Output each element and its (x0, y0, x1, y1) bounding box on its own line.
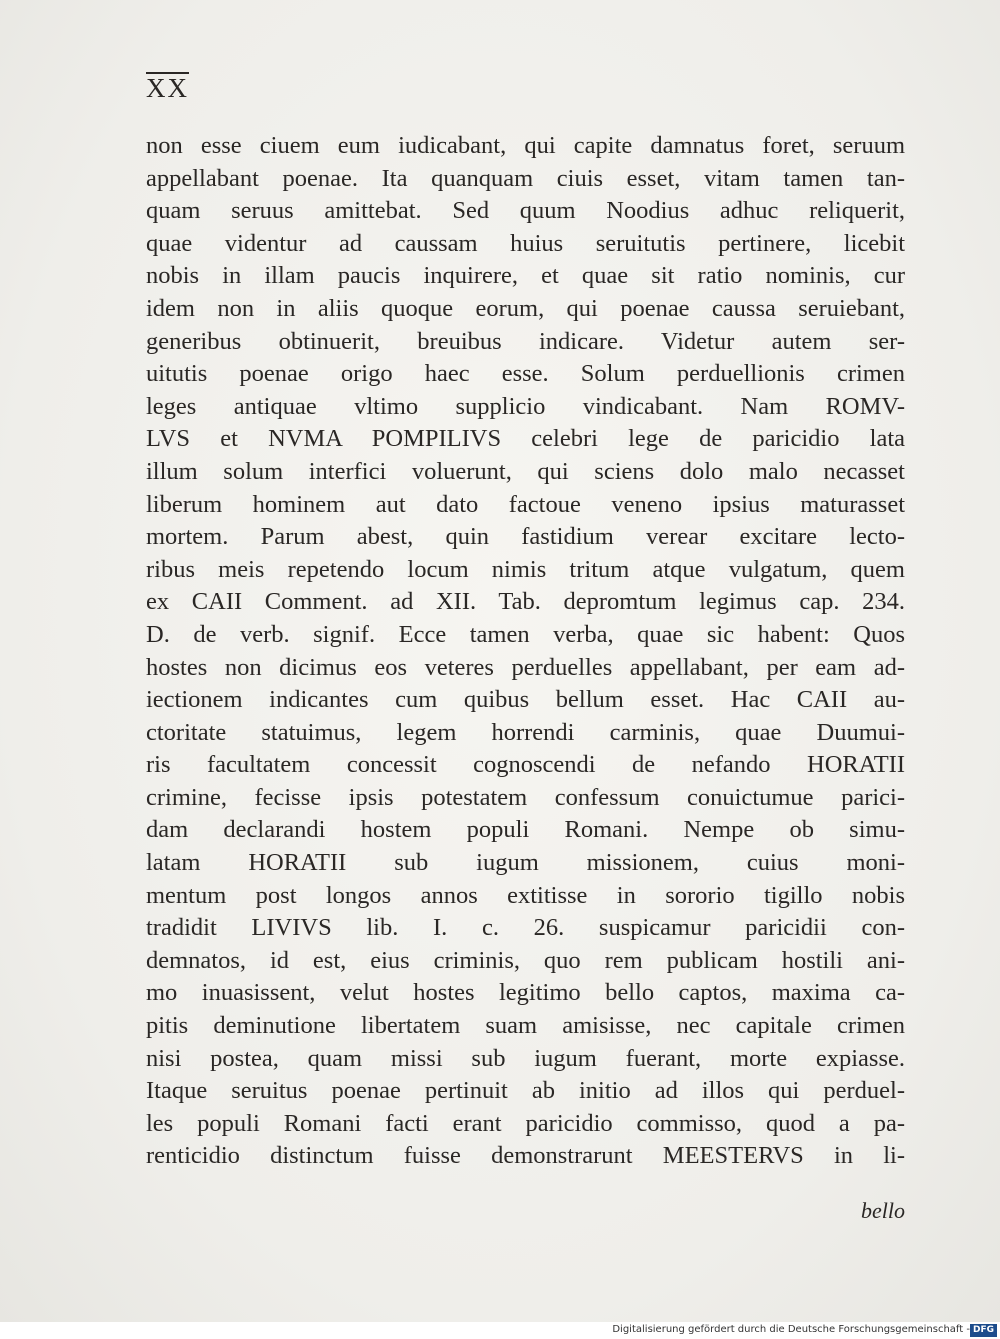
text-line: leges antiquae vltimo supplicio vindicabant. Nam ROMV- (146, 392, 905, 420)
body-text (146, 130, 905, 1173)
text-line: ribus meis repetendo locum nimis tritum atque vulgatum, quem (146, 555, 905, 583)
text-line: crimine, fecisse ipsis potestatem confessum conuictumue parici- (146, 783, 905, 811)
text-line: pitis deminutione libertatem suam amisisse, nec capitale crimen (146, 1012, 905, 1040)
text-line: quam seruus amittebat. Sed quum Noodius adhuc reliquerit, (146, 197, 905, 225)
text-line: D. de verb. signif. Ecce tamen verba, quae sic habent: Quos (146, 620, 905, 648)
text-line: idem non in aliis quoque eorum, qui poenae caussa seruiebant, (146, 294, 905, 322)
text-line: les populi Romani facti erant paricidio commisso, quod a pa- (146, 1109, 905, 1137)
text-line: latam HORATII sub iugum missionem, cuius moni- (146, 849, 905, 877)
digitization-footer (0, 1322, 1000, 1339)
text-line: tradidit LIVIVS lib. I. c. 26. suspicamur paricidii con- (146, 914, 905, 942)
text-line: ctoritate statuimus, legem horrendi carminis, quae Duumui- (146, 718, 905, 746)
text-line: LVS et NVMA POMPILIVS celebri lege de paricidio lata (146, 425, 905, 453)
text-line: generibus obtinuerit, breuibus indicare. Videtur autem ser- (146, 327, 905, 355)
text-line: dam declarandi hostem populi Romani. Nempe ob simu- (146, 816, 905, 844)
funding-note: Digitalisierung gefördert durch die Deutsche Forschungsgemeinschaft - (612, 1324, 970, 1335)
text-line: nobis in illam paucis inquirere, et quae sit ratio nominis, cur (146, 262, 905, 290)
text-line: quae videntur ad caussam huius seruitutis pertinere, licebit (146, 229, 905, 257)
text-line: ex CAII Comment. ad XII. Tab. depromtum legimus cap. 234. (146, 588, 905, 616)
text-line: ris facultatem concessit cognoscendi de nefando HORATII (146, 751, 905, 779)
text-line: illum solum interfici voluerunt, qui sciens dolo malo necasset (146, 457, 905, 485)
text-line: iectionem indicantes cum quibus bellum esset. Hac CAII au- (146, 686, 905, 714)
catchword: bello (861, 1198, 905, 1223)
text-line: appellabant poenae. Ita quanquam ciuis esset, vitam tamen tan- (146, 164, 905, 192)
text-line: mentum post longos annos extitisse in sororio tigillo nobis (146, 881, 905, 909)
text-line: demnatos, id est, eius criminis, quo rem publicam hostili ani- (146, 946, 905, 974)
text-line: mo inuasissent, velut hostes legitimo bello captos, maxima ca- (146, 979, 905, 1007)
text-line: mortem. Parum abest, quin fastidium verear excitare lecto- (146, 523, 905, 551)
text-line: liberum hominem aut dato factoue veneno ipsius maturasset (146, 490, 905, 518)
text-line: renticidio distinctum fuisse demonstrarunt MEESTERVS in li- (146, 1142, 905, 1170)
text-line: hostes non dicimus eos veteres perduelles appellabant, per eam ad- (146, 653, 905, 681)
dfg-logo-icon: DFG (970, 1324, 997, 1337)
text-line: uitutis poenae origo haec esse. Solum perduellionis crimen (146, 360, 905, 388)
page-number: XX (146, 73, 189, 103)
text-line: Itaque seruitus poenae pertinuit ab initio ad illos qui perduel- (146, 1077, 905, 1105)
text-line: nisi postea, quam missi sub iugum fuerant, morte expiasse. (146, 1044, 905, 1072)
text-line: non esse ciuem eum iudicabant, qui capite damnatus foret, seruum (146, 132, 905, 159)
